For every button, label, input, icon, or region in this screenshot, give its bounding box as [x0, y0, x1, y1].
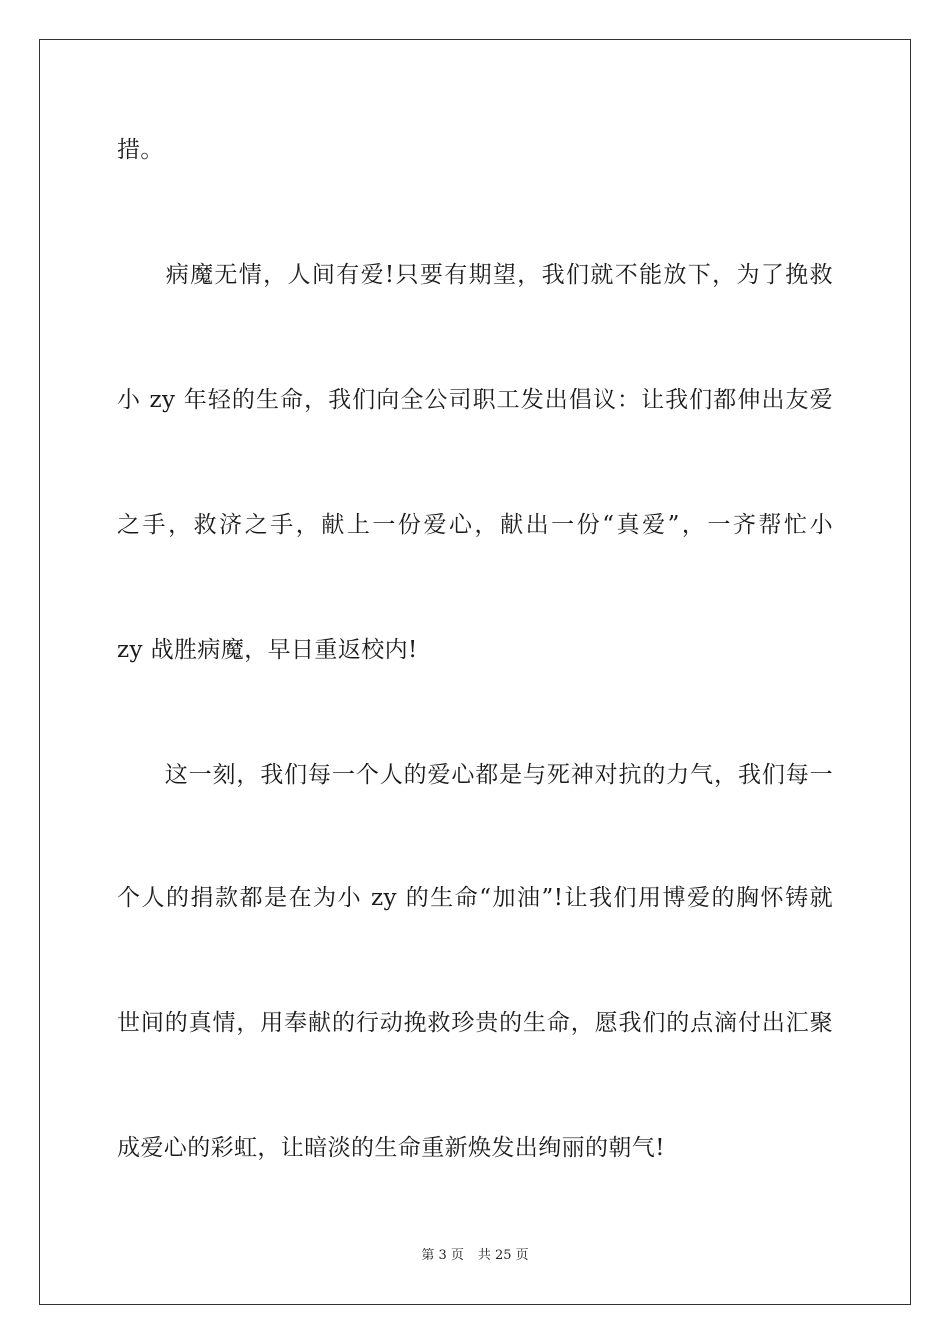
page-border	[39, 39, 911, 1305]
text-line: 这一刻，我们每一个人的爱心都是与死神对抗的力气，我们每一	[117, 762, 833, 788]
text-line: 之手，救济之手，献上一份爱心，献出一份“真爱”，一齐帮忙小	[117, 512, 833, 538]
text-line: 病魔无情，人间有爱!只要有期望，我们就不能放下，为了挽救	[117, 262, 833, 288]
text-line: 措。	[117, 137, 164, 163]
text-line: 个人的捐款都是在为小 zy 的生命“加油”!让我们用博爱的胸怀铸就	[117, 885, 833, 911]
page-number: 第 3 页	[421, 1248, 464, 1263]
text-line: 世间的真情，用奉献的行动挽救珍贵的生命，愿我们的点滴付出汇聚	[117, 1010, 833, 1036]
page-total: 共 25 页	[477, 1248, 529, 1263]
text-line: zy 战胜病魔，早日重返校内!	[117, 637, 418, 663]
text-line: 成爱心的彩虹，让暗淡的生命重新焕发出绚丽的朝气!	[117, 1135, 665, 1161]
text-line: 小 zy 年轻的生命，我们向全公司职工发出倡议：让我们都伸出友爱	[117, 387, 833, 413]
page-footer	[0, 1247, 950, 1265]
